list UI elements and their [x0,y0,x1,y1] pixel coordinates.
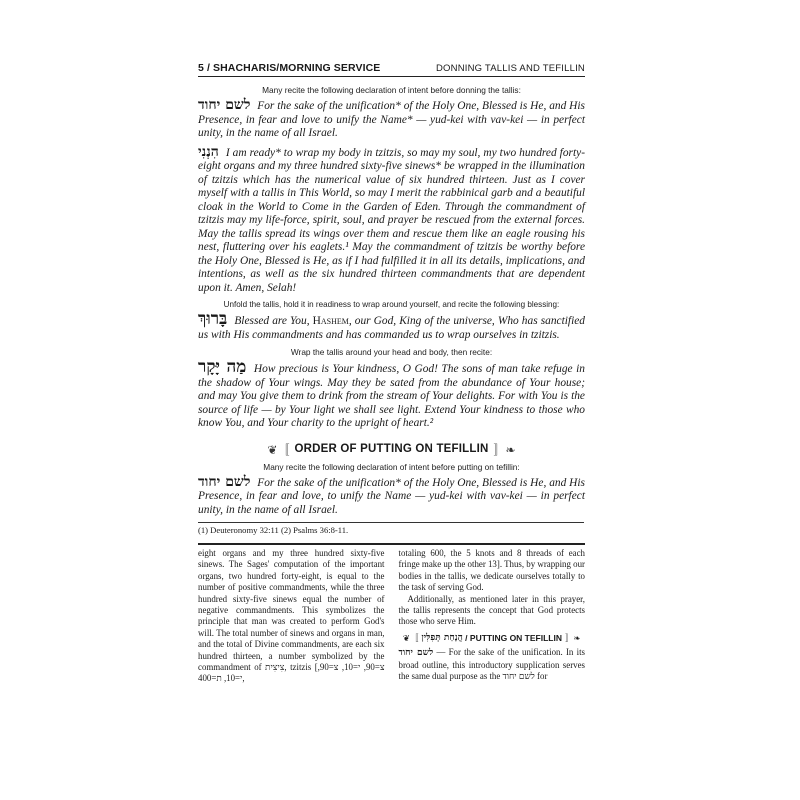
prayer-unification-tefillin [198,473,585,518]
ornament-left-icon: ❦〚 [402,632,419,643]
commentary-paragraph [399,647,586,682]
blessing-tallis [198,309,585,342]
prayer-text: How precious is Your kindness, O God! The sons of man take refuge in the shadow of Your wings. May they be sated from the abundance of Your house; and may You give them to drink from the stream of Your delights. For with You is the source of life — by Your light we shall see light. Extend Your kindness to those who know You, and Your charity to the upright of heart.² [198,363,585,429]
instruction-unfold-tallis: Unfold the tallis, hold it in readiness to wrap around yourself, and recite the following blessing: [223,300,560,309]
blessing-text-start: Blessed are You, [234,315,313,327]
commentary-heading-hebrew: הֲנָחַת תְּפִלִּין [421,632,463,643]
prayer-unification [198,99,585,141]
hebrew-lead-word: מַה יָּקָר [198,357,247,377]
ornament-right-icon: 〛❧ [493,442,516,457]
page-topic-title: DONNING TALLIS AND TEFILLIN [436,63,585,74]
prayer-mah-yakar [198,357,585,431]
hebrew-lead-word: לשם יחוד [198,473,251,490]
commentary-column-left [198,548,385,685]
commentary-heading-text: PUTTING ON TEFILLIN [469,632,562,643]
page-section-title: 5 / SHACHARIS/MORNING SERVICE [198,62,381,74]
section-heading-tefillin [198,441,585,458]
prayer-text: For the sake of the unification* of the Holy One, Blessed is He, and His Presence, in fear and love to unify the Name* — yud-kei with vav-kei — in perfect unity, in the name of all Israel. [198,100,585,139]
ornament-right-icon: 〛❧ [564,632,581,643]
instruction-tallis-intent: Many recite the following declaration of intent before donning the tallis: [262,85,521,95]
commentary-column-right [399,548,586,685]
commentary-heading [399,633,586,644]
running-header [198,62,585,77]
hebrew-lead-word: לשם יחוד [398,648,434,659]
commentary-divider [198,543,585,545]
hebrew-lead-word: לשם יחוד [198,97,251,113]
commentary-paragraph: totaling 600, the 5 knots and 8 threads of each fringe make up the other 13]. Thus, by wrapping our bodies in the tallis, we dedicate ourselves totally to the task of serving God. [398,548,585,593]
heading-separator: / [462,632,470,643]
commentary-paragraph: eight organs and my three hundred sixty-five sinews. The Sages' computation of the important organs, two hundred forty-eight, is equal to the number of positive commandments, while the three hundred sixty-five sinews equal the number of negative commandments. This symbolizes the principle that man was created to perform God's will. The total number of sinews and organs in man, and the total of Divine commandments, are each six hundred thirteen, a number symbolized by the commandment of צִיצִית, tzitzis [צ=90, י=10, צ=90, י=10, ת=400, [198,548,385,684]
book-page [198,62,585,685]
ornament-left-icon: ❦〚 [267,442,290,457]
blessing-text-end: , our God, King of the universe, Who has sanctified us with His commandments and has commanded us to wrap ourselves in tzitzis. [198,315,585,341]
prayer-text: I am ready* to wrap my body in tzitzis, so may my soul, my two hundred forty-eight organs and my three hundred sixty-five sinews* be wrapped in the illumination of tzitzis which has the numerical value of six hundred thirteen. Just as I cover myself with a tallis in This World, so may I merit the rabbinical garb and a beautiful cloak in the World to Come in the Garden of Eden. Through the commandment of tzitzis may my life-force, spirit, soul, and prayer be rescued from the external forces. May the tallis spread its wings over them and rescue them like an eagle rousing his nest, fluttering over his eaglets.¹ May the commandment of tzitzis be worthy before the Holy One, Blessed is He, as if I had fulfilled it in all its details, implications, and intentions, as well as the six hundred thirteen commandments that are dependent upon it. Amen, Selah! [198,146,585,294]
footnotes: (1) Deuteronomy 32:11 (2) Psalms 36:8-11. [198,525,349,535]
instruction-wrap-tallis: Wrap the tallis around your head and body, then recite: [290,347,493,357]
footnote-divider [198,522,584,523]
prayer-text: For the sake of the unification* of the Holy One, Blessed is He, and His Presence, in fear and love, to unify the Name — yud-kei with vav-kei — in perfect unity, in the name of all Israel. [198,476,585,516]
commentary-columns [198,548,585,685]
commentary-text: — For the sake of the unification. In its broad outline, this introductory supplication serves the same dual purpose as the לשם יחוד for [398,647,585,682]
hebrew-lead-word: בָּרוּךְ [198,309,228,329]
hebrew-lead-word: הִנְנִי [198,143,219,160]
section-heading-text: ORDER OF PUTTING ON TEFILLIN [294,443,489,455]
divine-name: Hashem [312,315,349,327]
prayer-hineni [198,143,585,296]
commentary-paragraph: Additionally, as mentioned later in this prayer, the tallis represents the concept that God protects those who serve Him. [398,593,585,627]
instruction-tefillin-intent: Many recite the following declaration of intent before putting on tefillin: [263,461,520,472]
